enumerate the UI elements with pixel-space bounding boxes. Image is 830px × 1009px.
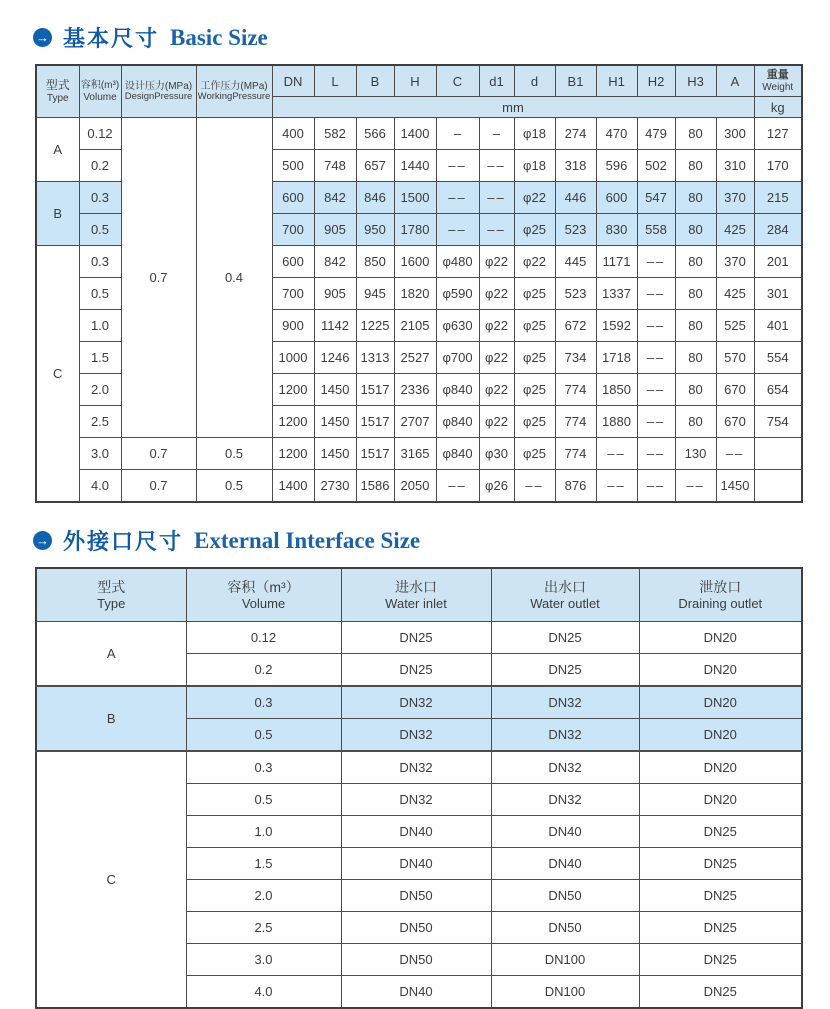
cell: DN50 bbox=[341, 880, 491, 912]
col-header-l: L bbox=[314, 65, 356, 97]
arrow-bullet-icon: → bbox=[33, 28, 52, 47]
type-cell-a: A bbox=[36, 622, 186, 687]
cell: 0.12 bbox=[186, 622, 341, 654]
cell: DN20 bbox=[639, 719, 802, 752]
cell: φ22 bbox=[479, 342, 514, 374]
cell: φ25 bbox=[514, 310, 555, 342]
cell: 0.5 bbox=[186, 784, 341, 816]
unit-kg: kg bbox=[754, 97, 802, 118]
type-cell-c: C bbox=[36, 246, 79, 503]
cell: 950 bbox=[356, 214, 394, 246]
cell: –– bbox=[436, 182, 479, 214]
cell: 842 bbox=[314, 246, 356, 278]
header-label: 重量 bbox=[766, 69, 789, 82]
col-header-type bbox=[36, 65, 79, 118]
basic-size-title-zh: 基本尺寸 bbox=[63, 26, 160, 51]
cell: DN25 bbox=[639, 912, 802, 944]
cell: –– bbox=[596, 438, 637, 470]
cell: 1586 bbox=[356, 470, 394, 503]
header-label: Water inlet bbox=[385, 596, 447, 612]
table-header-row bbox=[36, 65, 802, 97]
external-interface-title bbox=[33, 525, 830, 556]
cell: φ840 bbox=[436, 438, 479, 470]
col-header-type bbox=[36, 568, 186, 622]
cell: DN25 bbox=[639, 976, 802, 1009]
cell: 215 bbox=[754, 182, 802, 214]
cell: 1880 bbox=[596, 406, 637, 438]
unit-mm: mm bbox=[272, 97, 754, 118]
cell: 1000 bbox=[272, 342, 314, 374]
cell: 1517 bbox=[356, 406, 394, 438]
cell: 748 bbox=[314, 150, 356, 182]
header-label: Volume bbox=[83, 91, 117, 103]
cell: –– bbox=[637, 406, 675, 438]
cell: φ22 bbox=[479, 246, 514, 278]
header-label: 设计压力(MPa) bbox=[124, 80, 193, 92]
cell: DN32 bbox=[491, 719, 639, 752]
col-header-h: H bbox=[394, 65, 436, 97]
cell: DN20 bbox=[639, 686, 802, 719]
cell: 654 bbox=[754, 374, 802, 406]
cell: 2527 bbox=[394, 342, 436, 374]
cell: φ30 bbox=[479, 438, 514, 470]
cell: 670 bbox=[716, 374, 754, 406]
cell: 774 bbox=[555, 438, 596, 470]
cell: 1200 bbox=[272, 374, 314, 406]
table-header-row bbox=[36, 568, 802, 622]
header-label: 进水口 bbox=[395, 579, 437, 596]
cell: 370 bbox=[716, 182, 754, 214]
cell: –– bbox=[637, 246, 675, 278]
cell: –– bbox=[637, 438, 675, 470]
cell: 0.3 bbox=[186, 751, 341, 784]
cell: 734 bbox=[555, 342, 596, 374]
type-cell-a: A bbox=[36, 118, 79, 182]
cell: 80 bbox=[675, 310, 716, 342]
cell: DN40 bbox=[341, 976, 491, 1009]
header-label: 型式 bbox=[97, 579, 126, 596]
col-header-design-pressure bbox=[121, 65, 196, 118]
cell: φ700 bbox=[436, 342, 479, 374]
header-label: Type bbox=[97, 596, 126, 612]
cell: –– bbox=[436, 150, 479, 182]
header-label: 泄放口 bbox=[699, 579, 742, 596]
cell: 80 bbox=[675, 278, 716, 310]
cell: 566 bbox=[356, 118, 394, 150]
cell: φ25 bbox=[514, 438, 555, 470]
cell: 1440 bbox=[394, 150, 436, 182]
cell: 0.3 bbox=[186, 686, 341, 719]
cell: 370 bbox=[716, 246, 754, 278]
cell: 600 bbox=[272, 246, 314, 278]
cell: DN25 bbox=[639, 816, 802, 848]
col-header-water-inlet bbox=[341, 568, 491, 622]
cell: 0.5 bbox=[79, 214, 121, 246]
cell: 502 bbox=[637, 150, 675, 182]
cell: 284 bbox=[754, 214, 802, 246]
cell: 300 bbox=[716, 118, 754, 150]
cell: 900 bbox=[272, 310, 314, 342]
col-header-b1: B1 bbox=[555, 65, 596, 97]
cell: 1450 bbox=[314, 406, 356, 438]
cell: –– bbox=[675, 470, 716, 503]
cell: 2.0 bbox=[79, 374, 121, 406]
cell: 2105 bbox=[394, 310, 436, 342]
cell: DN32 bbox=[341, 751, 491, 784]
cell: 274 bbox=[555, 118, 596, 150]
working-pressure-cell: 0.5 bbox=[196, 470, 272, 503]
cell: 670 bbox=[716, 406, 754, 438]
cell: 201 bbox=[754, 246, 802, 278]
cell: 425 bbox=[716, 214, 754, 246]
cell: 401 bbox=[754, 310, 802, 342]
cell: φ480 bbox=[436, 246, 479, 278]
cell: 2.0 bbox=[186, 880, 341, 912]
cell: φ18 bbox=[514, 150, 555, 182]
cell: 80 bbox=[675, 246, 716, 278]
cell: 3.0 bbox=[79, 438, 121, 470]
cell: φ22 bbox=[479, 406, 514, 438]
cell: 1517 bbox=[356, 438, 394, 470]
cell: 754 bbox=[754, 406, 802, 438]
cell: –– bbox=[479, 150, 514, 182]
cell: DN32 bbox=[341, 719, 491, 752]
cell: DN20 bbox=[639, 784, 802, 816]
cell: φ22 bbox=[514, 246, 555, 278]
header-label: Volume bbox=[241, 596, 286, 612]
cell: 445 bbox=[555, 246, 596, 278]
col-header-h3: H3 bbox=[675, 65, 716, 97]
cell: φ26 bbox=[479, 470, 514, 503]
cell: 600 bbox=[596, 182, 637, 214]
cell: DN32 bbox=[491, 686, 639, 719]
cell: 1313 bbox=[356, 342, 394, 374]
cell: 470 bbox=[596, 118, 637, 150]
cell: DN25 bbox=[491, 654, 639, 687]
cell: φ630 bbox=[436, 310, 479, 342]
cell: 1200 bbox=[272, 406, 314, 438]
cell: –– bbox=[637, 374, 675, 406]
cell: 657 bbox=[356, 150, 394, 182]
cell: 1600 bbox=[394, 246, 436, 278]
cell: 1400 bbox=[272, 470, 314, 503]
cell: 596 bbox=[596, 150, 637, 182]
table-row bbox=[36, 438, 802, 470]
cell: 80 bbox=[675, 182, 716, 214]
cell: DN25 bbox=[639, 944, 802, 976]
cell: φ840 bbox=[436, 406, 479, 438]
cell: 0.5 bbox=[186, 719, 341, 752]
cell: 1142 bbox=[314, 310, 356, 342]
cell: 1592 bbox=[596, 310, 637, 342]
design-pressure-cell: 0.7 bbox=[121, 470, 196, 503]
cell: φ25 bbox=[514, 214, 555, 246]
cell: 80 bbox=[675, 150, 716, 182]
header-label: WorkingPressure bbox=[197, 91, 271, 103]
cell: 1400 bbox=[394, 118, 436, 150]
cell: 3.0 bbox=[186, 944, 341, 976]
cell: 2336 bbox=[394, 374, 436, 406]
col-header-h1: H1 bbox=[596, 65, 637, 97]
cell: –– bbox=[637, 342, 675, 374]
cell: φ25 bbox=[514, 406, 555, 438]
cell: 700 bbox=[272, 278, 314, 310]
basic-size-title-en: Basic Size bbox=[170, 24, 268, 50]
cell: 876 bbox=[555, 470, 596, 503]
external-interface-title-en: External Interface Size bbox=[194, 527, 421, 553]
col-header-weight bbox=[754, 65, 802, 97]
cell: 127 bbox=[754, 118, 802, 150]
header-label: 型式 bbox=[45, 78, 70, 93]
cell: 2730 bbox=[314, 470, 356, 503]
cell: 905 bbox=[314, 278, 356, 310]
cell bbox=[754, 470, 802, 503]
cell: 830 bbox=[596, 214, 637, 246]
cell: 846 bbox=[356, 182, 394, 214]
cell: DN40 bbox=[341, 848, 491, 880]
cell: – bbox=[436, 118, 479, 150]
cell: 4.0 bbox=[186, 976, 341, 1009]
table-row bbox=[36, 751, 802, 784]
cell: –– bbox=[716, 438, 754, 470]
col-header-d: d bbox=[514, 65, 555, 97]
cell: 570 bbox=[716, 342, 754, 374]
col-header-volume bbox=[79, 65, 121, 118]
col-header-a: A bbox=[716, 65, 754, 97]
cell: –– bbox=[479, 214, 514, 246]
arrow-bullet-icon: → bbox=[33, 531, 52, 550]
cell: DN25 bbox=[491, 622, 639, 654]
cell: 1225 bbox=[356, 310, 394, 342]
cell: φ25 bbox=[514, 374, 555, 406]
cell: 2707 bbox=[394, 406, 436, 438]
cell: φ18 bbox=[514, 118, 555, 150]
cell: 842 bbox=[314, 182, 356, 214]
cell: 1780 bbox=[394, 214, 436, 246]
cell: 1246 bbox=[314, 342, 356, 374]
cell: φ25 bbox=[514, 278, 555, 310]
cell: DN32 bbox=[491, 784, 639, 816]
external-interface-title-zh: 外接口尺寸 bbox=[63, 529, 184, 554]
cell: 850 bbox=[356, 246, 394, 278]
cell: 318 bbox=[555, 150, 596, 182]
working-pressure-merged-cell: 0.4 bbox=[196, 118, 272, 438]
cell: 0.5 bbox=[79, 278, 121, 310]
cell: DN32 bbox=[341, 784, 491, 816]
table-row bbox=[36, 686, 802, 719]
col-header-dn: DN bbox=[272, 65, 314, 97]
cell: 1.0 bbox=[186, 816, 341, 848]
col-header-working-pressure bbox=[196, 65, 272, 118]
working-pressure-cell: 0.5 bbox=[196, 438, 272, 470]
cell: φ22 bbox=[479, 310, 514, 342]
type-cell-c: C bbox=[36, 751, 186, 1008]
cell: 3165 bbox=[394, 438, 436, 470]
header-label: Water outlet bbox=[530, 596, 600, 612]
cell: 523 bbox=[555, 214, 596, 246]
header-label: Weight bbox=[762, 81, 794, 93]
cell: 80 bbox=[675, 406, 716, 438]
cell: 1850 bbox=[596, 374, 637, 406]
cell: φ590 bbox=[436, 278, 479, 310]
cell: 479 bbox=[637, 118, 675, 150]
cell: DN50 bbox=[341, 944, 491, 976]
cell: 1200 bbox=[272, 438, 314, 470]
table-row bbox=[36, 622, 802, 654]
cell: 547 bbox=[637, 182, 675, 214]
cell: 80 bbox=[675, 118, 716, 150]
cell: DN25 bbox=[639, 880, 802, 912]
cell: 170 bbox=[754, 150, 802, 182]
cell: –– bbox=[479, 182, 514, 214]
cell: DN50 bbox=[491, 880, 639, 912]
cell: 310 bbox=[716, 150, 754, 182]
cell: 1450 bbox=[314, 374, 356, 406]
cell: 500 bbox=[272, 150, 314, 182]
cell: DN25 bbox=[341, 622, 491, 654]
basic-size-table bbox=[35, 64, 803, 503]
cell: φ22 bbox=[479, 278, 514, 310]
header-label: 容积（m³） bbox=[227, 579, 300, 596]
col-header-draining-outlet bbox=[639, 568, 802, 622]
cell bbox=[754, 438, 802, 470]
header-label: Type bbox=[46, 92, 69, 104]
cell: 301 bbox=[754, 278, 802, 310]
cell: 945 bbox=[356, 278, 394, 310]
cell: 80 bbox=[675, 342, 716, 374]
cell: 554 bbox=[754, 342, 802, 374]
cell: 1.0 bbox=[79, 310, 121, 342]
cell: 1450 bbox=[314, 438, 356, 470]
cell: 905 bbox=[314, 214, 356, 246]
cell: 774 bbox=[555, 406, 596, 438]
col-header-b: B bbox=[356, 65, 394, 97]
table-row bbox=[36, 118, 802, 150]
cell: 1718 bbox=[596, 342, 637, 374]
cell: DN40 bbox=[491, 816, 639, 848]
cell: 1.5 bbox=[186, 848, 341, 880]
cell: 0.3 bbox=[79, 182, 121, 214]
cell: 0.3 bbox=[79, 246, 121, 278]
cell: DN50 bbox=[341, 912, 491, 944]
col-header-water-outlet bbox=[491, 568, 639, 622]
cell: 425 bbox=[716, 278, 754, 310]
cell: – bbox=[479, 118, 514, 150]
cell: –– bbox=[514, 470, 555, 503]
cell: 1337 bbox=[596, 278, 637, 310]
type-cell-b: B bbox=[36, 686, 186, 751]
cell: DN50 bbox=[491, 912, 639, 944]
cell: φ22 bbox=[514, 182, 555, 214]
cell: φ25 bbox=[514, 342, 555, 374]
cell: 400 bbox=[272, 118, 314, 150]
cell: 80 bbox=[675, 374, 716, 406]
cell: DN32 bbox=[341, 686, 491, 719]
cell: DN100 bbox=[491, 944, 639, 976]
cell: 1450 bbox=[716, 470, 754, 503]
cell: 774 bbox=[555, 374, 596, 406]
cell: 2.5 bbox=[79, 406, 121, 438]
cell: 1171 bbox=[596, 246, 637, 278]
cell: DN25 bbox=[341, 654, 491, 687]
design-pressure-merged-cell: 0.7 bbox=[121, 118, 196, 438]
cell: 672 bbox=[555, 310, 596, 342]
col-header-c: C bbox=[436, 65, 479, 97]
cell: –– bbox=[436, 470, 479, 503]
cell: DN40 bbox=[491, 848, 639, 880]
cell: 2.5 bbox=[186, 912, 341, 944]
cell: 600 bbox=[272, 182, 314, 214]
cell: –– bbox=[637, 310, 675, 342]
cell: –– bbox=[637, 470, 675, 503]
cell: DN32 bbox=[491, 751, 639, 784]
cell: 2050 bbox=[394, 470, 436, 503]
cell: 0.2 bbox=[79, 150, 121, 182]
type-cell-b: B bbox=[36, 182, 79, 246]
cell: 1.5 bbox=[79, 342, 121, 374]
cell: 130 bbox=[675, 438, 716, 470]
design-pressure-cell: 0.7 bbox=[121, 438, 196, 470]
external-interface-table bbox=[35, 567, 803, 1009]
cell: 80 bbox=[675, 214, 716, 246]
cell: 558 bbox=[637, 214, 675, 246]
cell: 446 bbox=[555, 182, 596, 214]
cell: DN25 bbox=[639, 848, 802, 880]
col-header-d1: d1 bbox=[479, 65, 514, 97]
cell: φ840 bbox=[436, 374, 479, 406]
cell: 523 bbox=[555, 278, 596, 310]
cell: 0.12 bbox=[79, 118, 121, 150]
cell: 1517 bbox=[356, 374, 394, 406]
header-label: DesignPressure bbox=[124, 91, 193, 103]
basic-size-title bbox=[33, 22, 830, 53]
header-label: 工作压力(MPa) bbox=[200, 80, 268, 92]
cell: 1500 bbox=[394, 182, 436, 214]
cell: –– bbox=[436, 214, 479, 246]
cell: φ22 bbox=[479, 374, 514, 406]
cell: DN100 bbox=[491, 976, 639, 1009]
cell: DN20 bbox=[639, 654, 802, 687]
table-row bbox=[36, 470, 802, 503]
cell: 582 bbox=[314, 118, 356, 150]
header-label: Draining outlet bbox=[678, 596, 763, 612]
cell: 1820 bbox=[394, 278, 436, 310]
cell: 700 bbox=[272, 214, 314, 246]
header-label: 出水口 bbox=[544, 579, 586, 596]
cell: –– bbox=[596, 470, 637, 503]
col-header-h2: H2 bbox=[637, 65, 675, 97]
cell: DN40 bbox=[341, 816, 491, 848]
header-label: 容积(m³) bbox=[80, 80, 120, 92]
cell: 4.0 bbox=[79, 470, 121, 503]
cell: 0.2 bbox=[186, 654, 341, 687]
cell: 525 bbox=[716, 310, 754, 342]
cell: –– bbox=[637, 278, 675, 310]
col-header-volume bbox=[186, 568, 341, 622]
cell: DN20 bbox=[639, 622, 802, 654]
cell: DN20 bbox=[639, 751, 802, 784]
